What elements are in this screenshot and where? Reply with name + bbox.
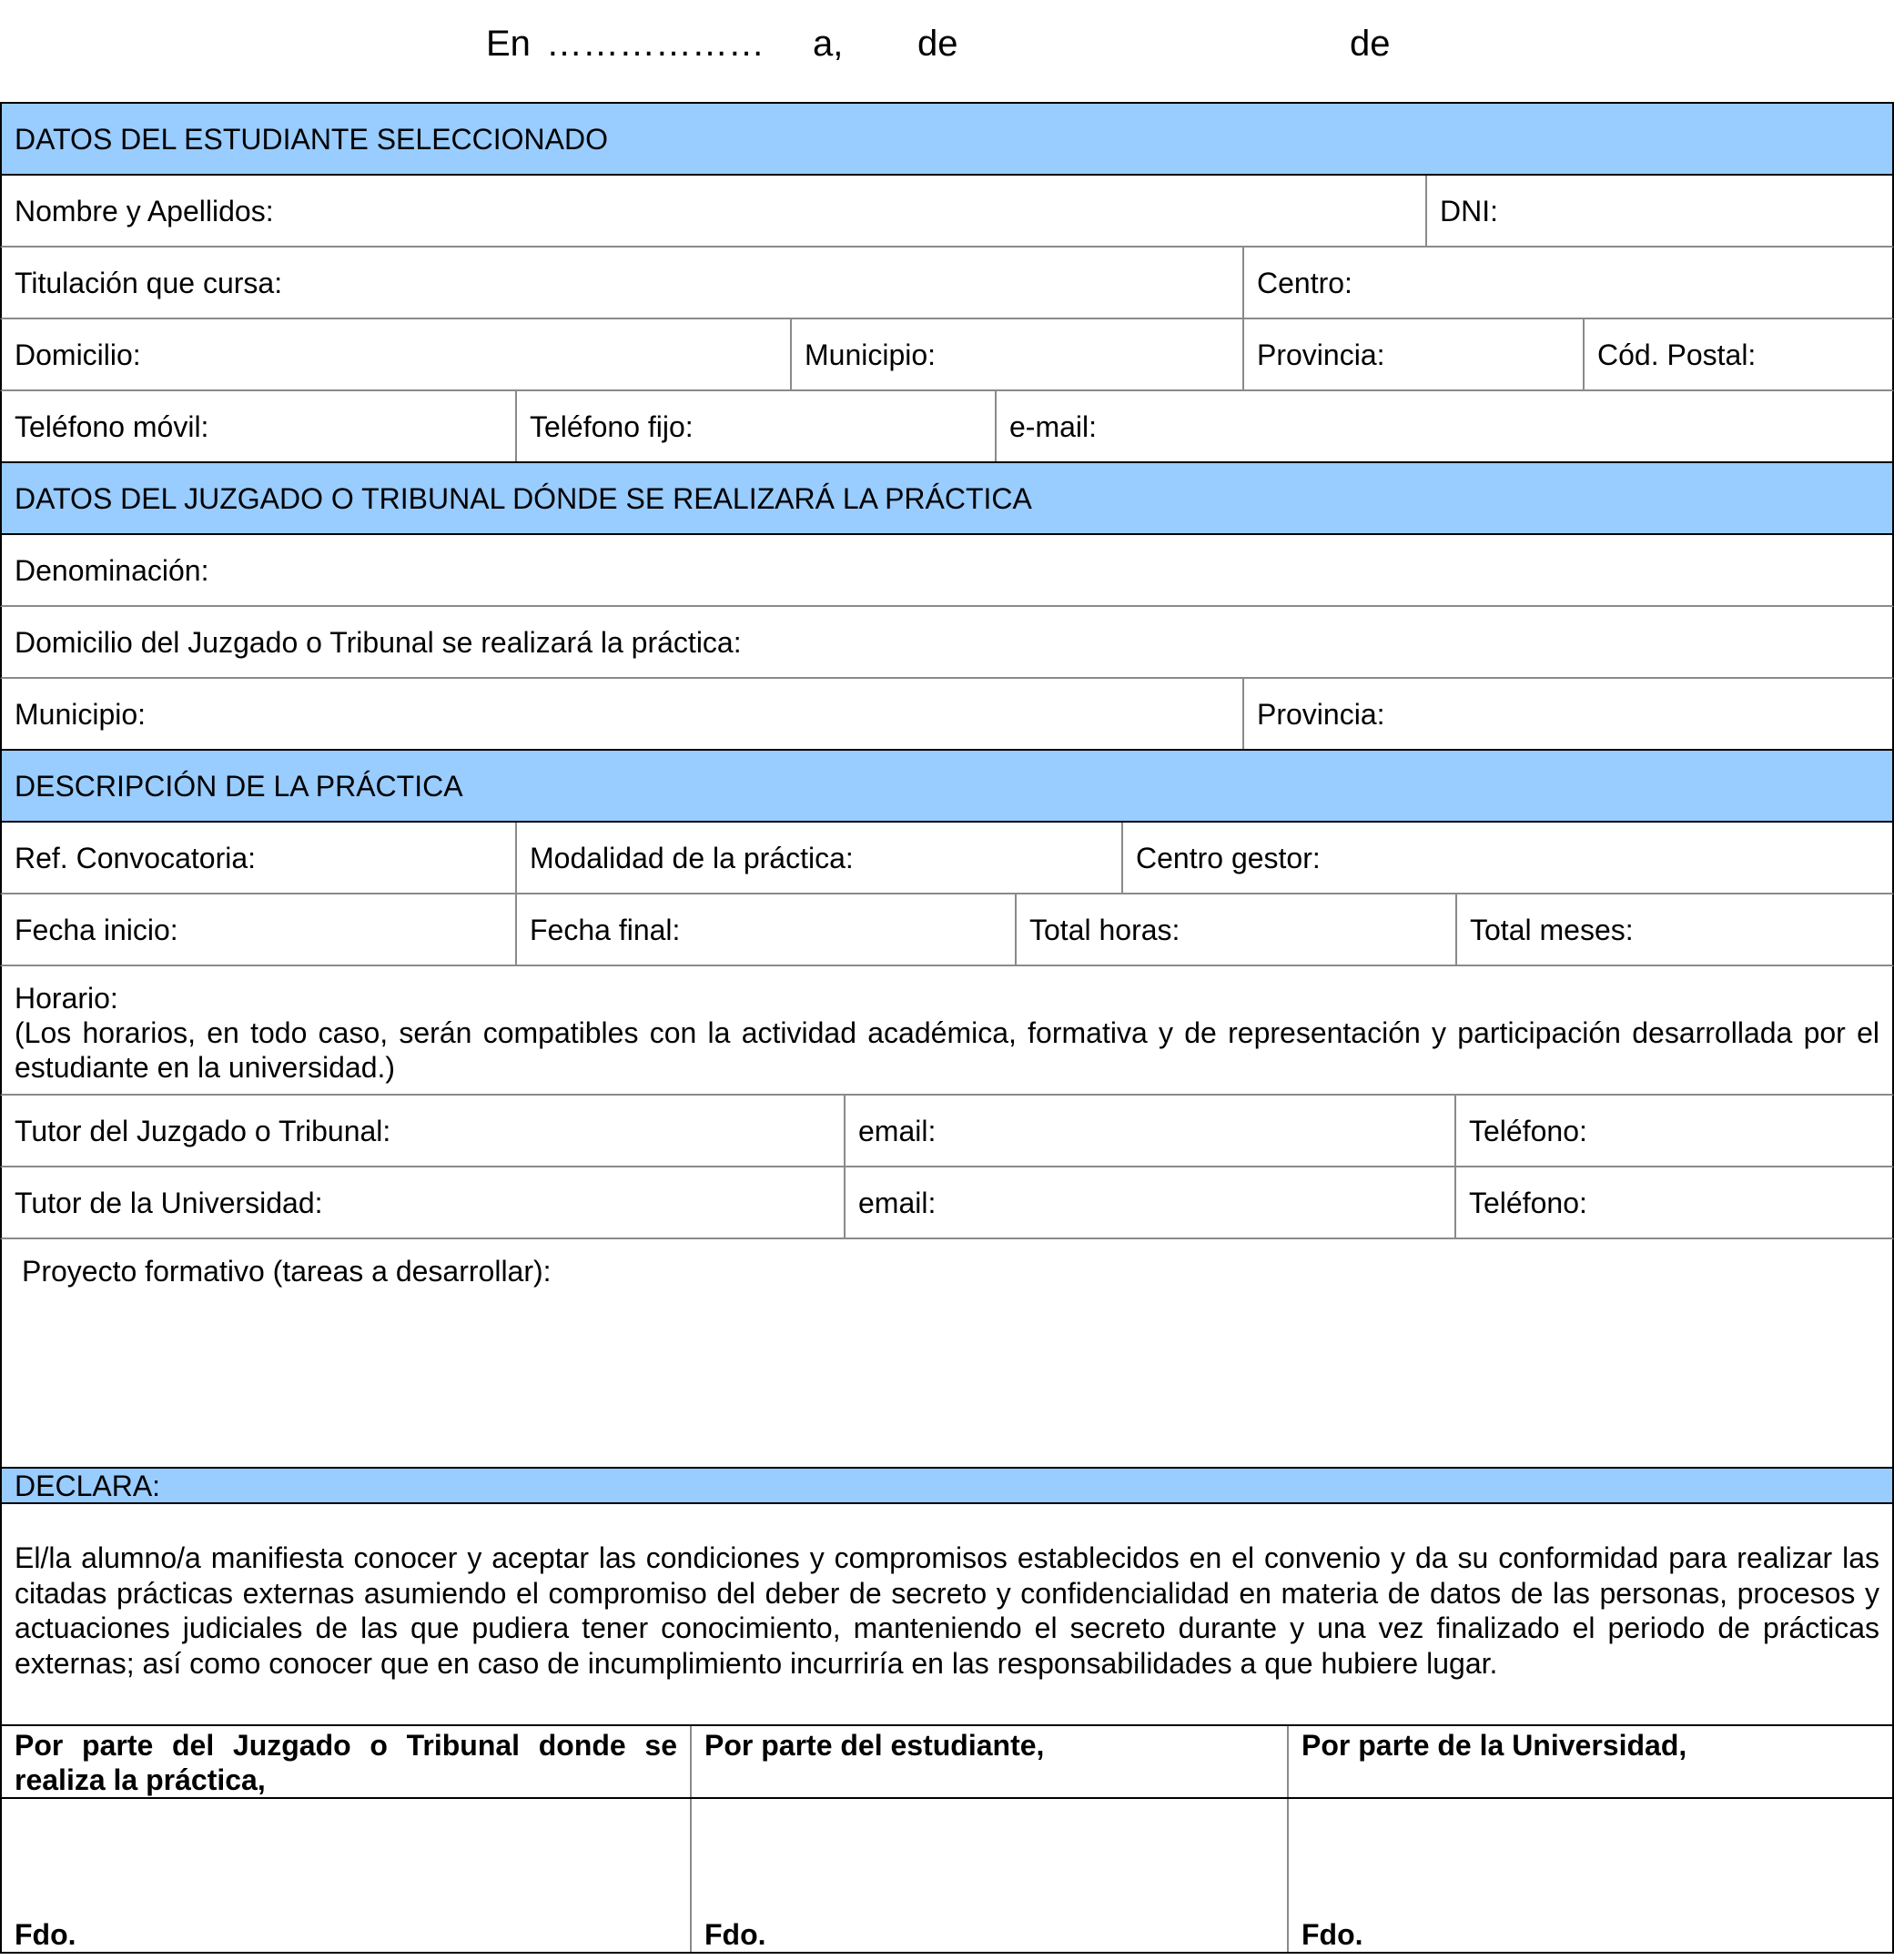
signature-header-juzgado — [2, 1726, 690, 1797]
row-tutor-juzgado — [0, 1096, 1894, 1167]
field-email[interactable]: e-mail: — [995, 391, 1892, 461]
field-municipio[interactable]: Municipio: — [790, 319, 1242, 389]
field-horario[interactable] — [2, 966, 1892, 1094]
field-modalidad[interactable]: Modalidad de la práctica: — [515, 823, 1121, 893]
field-total-meses[interactable]: Total meses: — [1455, 894, 1892, 965]
row-tutor-universidad — [0, 1167, 1894, 1239]
horario-note: (Los horarios, en todo caso, serán compatibles con la actividad académica, formativa y de representación y participación desarrollada por el estudiante en la universidad.) — [15, 1016, 1879, 1084]
row-signature-headers — [0, 1726, 1894, 1799]
section-declara-header — [0, 1469, 1894, 1504]
horario-label: Horario: — [15, 982, 118, 1015]
signature-header-universidad: Por parte de la Universidad, — [1287, 1726, 1892, 1797]
signature-box-universidad[interactable] — [1287, 1799, 1892, 1952]
row-signatures — [0, 1799, 1894, 1954]
fdo-universidad: Fdo. — [1301, 1918, 1363, 1951]
field-nombre[interactable]: Nombre y Apellidos: — [15, 194, 274, 227]
field-tutor-universidad-telefono[interactable]: Teléfono: — [1454, 1167, 1892, 1238]
signature-header-juzgado-line2: realiza la práctica, — [15, 1763, 266, 1796]
field-titulacion[interactable]: Titulación que cursa: — [15, 266, 283, 299]
field-tutor-universidad-email[interactable]: email: — [844, 1167, 1454, 1238]
field-proyecto-formativo[interactable]: Proyecto formativo (tareas a desarrollar): — [22, 1255, 552, 1288]
row-fechas — [0, 894, 1894, 966]
field-tutor-juzgado[interactable]: Tutor del Juzgado o Tribunal: — [15, 1114, 391, 1147]
section-court-header — [0, 463, 1894, 535]
field-provincia-juzgado[interactable]: Provincia: — [1242, 679, 1892, 749]
field-fecha-inicio[interactable]: Fecha inicio: — [15, 913, 178, 946]
row-declara-text — [0, 1504, 1894, 1726]
field-telefono-movil[interactable]: Teléfono móvil: — [15, 409, 209, 443]
row-horario — [0, 966, 1894, 1096]
field-cod-postal[interactable]: Cód. Postal: — [1583, 319, 1892, 389]
field-total-horas[interactable]: Total horas: — [1015, 894, 1455, 965]
field-telefono-fijo[interactable]: Teléfono fijo: — [515, 391, 995, 461]
date-de-2: de — [1350, 24, 1391, 64]
date-a: a, — [813, 24, 844, 64]
declaration-text: El/la alumno/a manifiesta conocer y aceptar las condiciones y compromisos establecidos en el convenio y da su conformidad para realizar las citadas prácticas externas asumiendo el compromiso del deber de secreto y confidencialidad en materia de datos de las personas, procesos y actuaciones judiciales de las que pudiera tener conocimiento, manteniendo el secreto durante y una vez finalizado el periodo de prácticas externas; así como conocer que en caso de incumplimiento incurriría en las responsabilidades a que hubiere lugar. — [15, 1541, 1879, 1680]
signature-header-estudiante: Por parte del estudiante, — [690, 1726, 1287, 1797]
field-tutor-juzgado-email[interactable]: email: — [844, 1096, 1454, 1166]
row-titulacion — [0, 248, 1894, 319]
field-tutor-universidad[interactable]: Tutor de la Universidad: — [15, 1186, 323, 1219]
date-place-dots[interactable]: ……………… — [546, 24, 765, 64]
row-domicilio-juzgado — [0, 607, 1894, 679]
practice-form — [0, 102, 1894, 1954]
field-dni[interactable]: DNI: — [1425, 176, 1892, 246]
section-title: DATOS DEL JUZGADO O TRIBUNAL DÓNDE SE REALIZARÁ LA PRÁCTICA — [15, 481, 1032, 515]
date-en: En — [486, 24, 531, 64]
field-denominacion[interactable]: Denominación: — [15, 553, 209, 587]
row-nombre — [0, 176, 1894, 248]
date-line — [0, 0, 1894, 100]
row-convocatoria — [0, 823, 1894, 894]
section-student-header — [0, 102, 1894, 176]
fdo-estudiante: Fdo. — [704, 1918, 766, 1951]
section-title: DESCRIPCIÓN DE LA PRÁCTICA — [15, 769, 463, 803]
row-domicilio — [0, 319, 1894, 391]
row-telefonos — [0, 391, 1894, 463]
field-centro[interactable]: Centro: — [1242, 248, 1892, 318]
field-domicilio-juzgado[interactable]: Domicilio del Juzgado o Tribunal se realizará la práctica: — [15, 625, 742, 659]
date-de-1: de — [917, 24, 958, 64]
signature-header-juzgado-line1: Por parte del Juzgado o Tribunal donde se — [15, 1729, 677, 1762]
field-municipio-juzgado[interactable]: Municipio: — [15, 697, 147, 731]
row-municipio-juzgado — [0, 679, 1894, 751]
signature-box-juzgado[interactable] — [2, 1799, 690, 1952]
field-tutor-juzgado-telefono[interactable]: Teléfono: — [1454, 1096, 1892, 1166]
signature-box-estudiante[interactable] — [690, 1799, 1287, 1952]
field-ref-convocatoria[interactable]: Ref. Convocatoria: — [15, 841, 257, 874]
section-title: DATOS DEL ESTUDIANTE SELECCIONADO — [15, 122, 608, 156]
row-proyecto — [0, 1239, 1894, 1469]
field-centro-gestor[interactable]: Centro gestor: — [1121, 823, 1892, 893]
section-title: DECLARA: — [15, 1470, 161, 1502]
field-fecha-final[interactable]: Fecha final: — [515, 894, 1015, 965]
field-domicilio[interactable]: Domicilio: — [15, 338, 141, 371]
fdo-juzgado: Fdo. — [15, 1918, 76, 1951]
section-practice-header — [0, 751, 1894, 823]
field-provincia[interactable]: Provincia: — [1242, 319, 1583, 389]
row-denominacion — [0, 535, 1894, 607]
